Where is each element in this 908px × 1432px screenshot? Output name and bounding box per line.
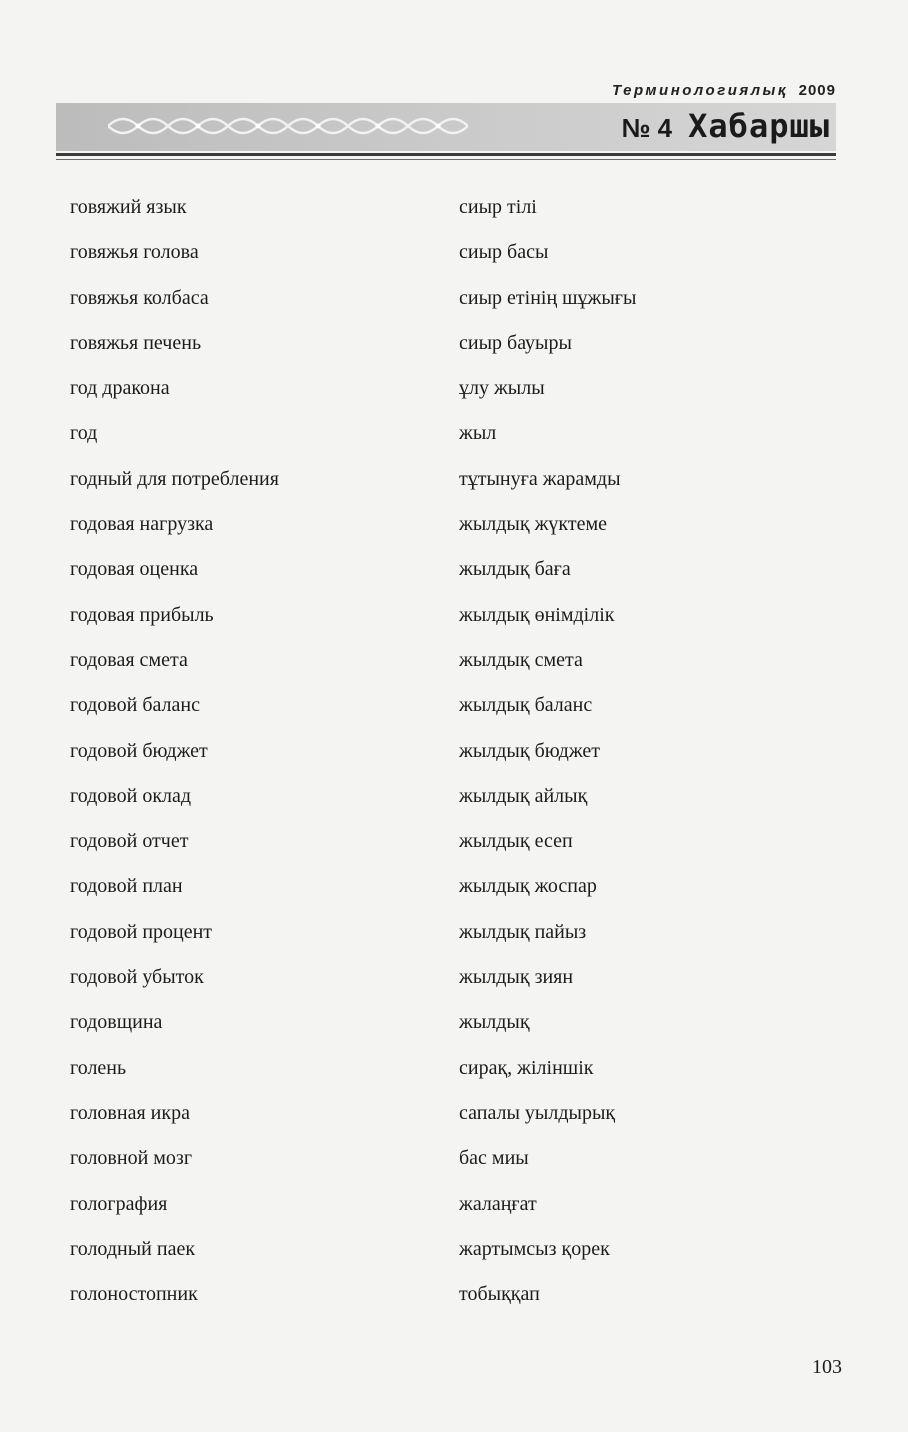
dictionary-entry — [0, 1147, 908, 1192]
entry-russian-term: головной мозг — [70, 1147, 193, 1170]
dictionary-entry — [0, 332, 908, 377]
journal-series-label: Терминологиялық — [612, 82, 788, 99]
entry-kazakh-term: сиыр етінің шұжығы — [459, 286, 637, 309]
page-number: 103 — [812, 1356, 842, 1378]
entry-russian-term: годовой отчет — [70, 830, 189, 853]
dictionary-entry — [0, 830, 908, 875]
entry-kazakh-term: ұлу жылы — [459, 377, 545, 400]
entry-russian-term: годовая оценка — [70, 558, 199, 581]
entry-kazakh-term: сиыр тілі — [459, 196, 537, 218]
dictionary-entry — [0, 1057, 908, 1102]
dictionary-entry — [0, 649, 908, 694]
entry-kazakh-term: жылдық смета — [459, 648, 583, 671]
journal-name: Хабаршы — [688, 107, 830, 145]
dictionary-entry — [0, 241, 908, 286]
entry-russian-term: годовой оклад — [70, 784, 192, 807]
header-rule — [56, 153, 836, 156]
entry-kazakh-term: жыл — [459, 422, 497, 445]
ornament-pattern-icon — [108, 109, 468, 143]
dictionary-entry — [0, 694, 908, 739]
entry-kazakh-term: жылдық — [459, 1011, 530, 1034]
entry-kazakh-term: жылдық жүктеме — [459, 513, 607, 536]
entry-russian-term: годовой процент — [70, 920, 213, 943]
dictionary-entry — [0, 1011, 908, 1056]
entry-kazakh-term: сапалы уылдырық — [459, 1101, 616, 1124]
entry-russian-term: год дракона — [70, 377, 170, 400]
entry-kazakh-term: жылдық зиян — [459, 966, 574, 989]
dictionary-entry — [0, 740, 908, 785]
dictionary-entry — [0, 287, 908, 332]
entry-kazakh-term: тұтынуға жарамды — [459, 467, 621, 490]
journal-year: 2009 — [798, 82, 836, 99]
entry-kazakh-term: тобыққап — [459, 1283, 540, 1306]
journal-banner — [56, 103, 836, 151]
entry-kazakh-term: жылдық бюджет — [459, 739, 601, 762]
entry-kazakh-term: сиыр басы — [459, 241, 549, 264]
dictionary-entry — [0, 785, 908, 830]
entry-russian-term: голодный паек — [70, 1237, 196, 1260]
entry-russian-term: годовой убыток — [70, 966, 204, 989]
dictionary-entry — [0, 966, 908, 1011]
entry-russian-term: голография — [70, 1192, 168, 1215]
entry-russian-term: голоностопник — [70, 1283, 198, 1306]
entry-russian-term: говяжий язык — [70, 196, 187, 218]
dictionary-entry — [0, 1102, 908, 1147]
entry-kazakh-term: жылдық баланс — [459, 694, 593, 717]
entry-kazakh-term: жартымсыз қорек — [459, 1237, 610, 1260]
entry-russian-term: годовая смета — [70, 648, 188, 671]
entry-kazakh-term: жылдық өнімділік — [459, 603, 615, 626]
dictionary-entry — [0, 196, 908, 241]
entry-kazakh-term: бас миы — [459, 1147, 529, 1170]
entry-kazakh-term: жылдық жоспар — [459, 875, 597, 898]
dictionary-entry — [0, 513, 908, 558]
entry-kazakh-term: сирақ, жіліншік — [459, 1056, 594, 1079]
entry-russian-term: год — [70, 422, 98, 445]
dictionary-entry — [0, 604, 908, 649]
entry-russian-term: головная икра — [70, 1101, 190, 1124]
dictionary-entry — [0, 422, 908, 467]
entry-russian-term: годовая нагрузка — [70, 513, 214, 536]
dictionary-entry — [0, 558, 908, 603]
issue-number: № 4 — [621, 113, 673, 143]
journal-header-top — [612, 82, 836, 99]
journal-title — [621, 107, 830, 145]
dictionary-entry — [0, 468, 908, 513]
entry-kazakh-term: сиыр бауыры — [459, 331, 572, 354]
dictionary-entry — [0, 1193, 908, 1238]
entry-russian-term: голень — [70, 1056, 127, 1079]
dictionary-entry — [0, 377, 908, 422]
entry-russian-term: годовой баланс — [70, 694, 200, 717]
entry-kazakh-term: жылдық пайыз — [459, 920, 587, 943]
header-rule-thin — [56, 159, 836, 160]
entry-kazakh-term: жылдық есеп — [459, 830, 573, 853]
dictionary-entry — [0, 1238, 908, 1283]
dictionary-entry — [0, 921, 908, 966]
entry-russian-term: говяжья голова — [70, 241, 199, 264]
entry-russian-term: годовая прибыль — [70, 603, 214, 626]
entry-russian-term: говяжья печень — [70, 331, 202, 354]
entry-kazakh-term: жылдық айлық — [459, 784, 588, 807]
entry-russian-term: годовщина — [70, 1011, 163, 1034]
entry-russian-term: говяжья колбаса — [70, 286, 209, 309]
entry-kazakh-term: жалаңғат — [459, 1192, 537, 1215]
entry-russian-term: годовой бюджет — [70, 739, 208, 762]
dictionary-entry — [0, 1283, 908, 1328]
entry-russian-term: годный для потребления — [70, 467, 279, 490]
entry-kazakh-term: жылдық баға — [459, 558, 571, 581]
entry-russian-term: годовой план — [70, 875, 183, 898]
dictionary-entries — [0, 196, 908, 1328]
dictionary-entry — [0, 875, 908, 920]
